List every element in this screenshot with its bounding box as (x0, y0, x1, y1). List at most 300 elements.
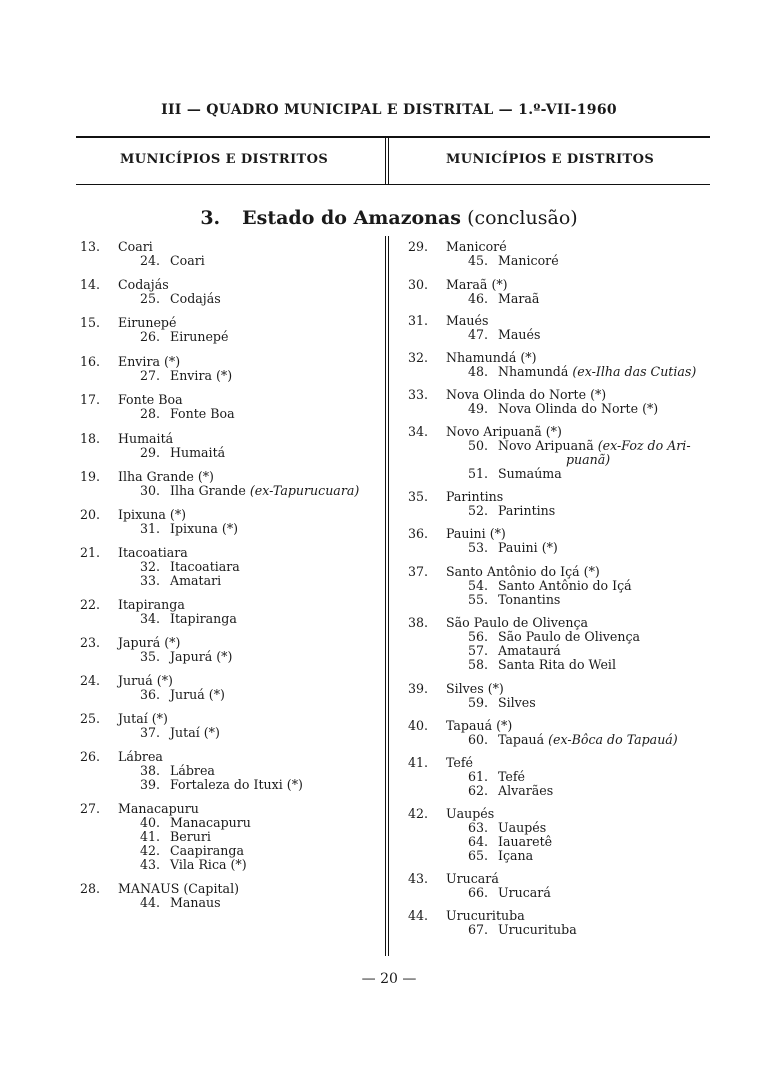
district-line (80, 254, 380, 268)
municipality-entry (80, 470, 380, 498)
municipality-name: Itapiranga (118, 597, 185, 612)
district-name-wrap (170, 446, 380, 460)
district-name: Tapauá (498, 732, 545, 747)
district-line (408, 328, 718, 342)
district-number-spacer (468, 453, 498, 467)
district-name-wrap (498, 835, 718, 849)
district-name-wrap (170, 330, 380, 344)
district-name: Eirunepé (170, 329, 229, 344)
municipality-line (80, 432, 380, 446)
municipality-entry (408, 872, 718, 900)
district-number: 27. (140, 368, 161, 383)
district-line (408, 849, 718, 863)
district-name-wrap (498, 328, 718, 342)
district-number: 67. (468, 922, 489, 937)
district-name: Jutaí (*) (170, 725, 220, 740)
municipality-entry (80, 508, 380, 536)
district-line (408, 593, 718, 607)
district-name-wrap (498, 658, 718, 672)
municipality-number: 15. (80, 315, 101, 330)
district-number: 36. (140, 687, 161, 702)
district-name-wrap (498, 254, 718, 268)
municipality-line (408, 719, 718, 733)
district-name: Silves (498, 695, 536, 710)
municipality-number: 14. (80, 277, 101, 292)
municipality-name: Nhamundá (*) (446, 350, 537, 365)
municipality-line (408, 351, 718, 365)
district-name-wrap (170, 816, 380, 830)
municipality-name: Humaitá (118, 431, 174, 446)
district-name: Pauini (*) (498, 540, 558, 555)
municipality-number: 41. (408, 755, 429, 770)
municipality-name: Ilha Grande (*) (118, 469, 214, 484)
district-number: 31. (140, 521, 161, 536)
district-name-wrap (498, 849, 718, 863)
district-name: Sumaúma (498, 466, 562, 481)
district-name-wrap (498, 402, 718, 416)
municipality-name: Nova Olinda do Norte (*) (446, 387, 607, 402)
district-name: Humaitá (170, 445, 226, 460)
district-name: Manaus (170, 895, 221, 910)
district-name: Caapiranga (170, 843, 244, 858)
municipality-number: 25. (80, 711, 101, 726)
district-number: 46. (468, 291, 489, 306)
district-name: Coari (170, 253, 205, 268)
municipality-line (408, 616, 718, 630)
district-name-wrap (498, 593, 718, 607)
district-name-wrap (170, 560, 380, 574)
municipality-entry (80, 393, 380, 421)
municipality-entry (80, 802, 380, 872)
district-name-wrap (498, 467, 718, 481)
municipality-entry (408, 527, 718, 555)
municipality-line (408, 872, 718, 886)
district-line (408, 579, 718, 593)
district-name-wrap (170, 254, 380, 268)
section-name: Estado do Amazonas (242, 207, 462, 229)
district-line (408, 541, 718, 555)
district-name: Tefé (498, 769, 525, 784)
column-divider (385, 138, 386, 184)
district-number: 49. (468, 401, 489, 416)
municipality-entry (408, 388, 718, 416)
district-line (408, 784, 718, 798)
municipality-number: 30. (408, 277, 429, 292)
district-number: 28. (140, 406, 161, 421)
district-number: 62. (468, 783, 489, 798)
district-line (408, 886, 718, 900)
district-name: Iauaretê (498, 834, 553, 849)
district-number: 25. (140, 291, 161, 306)
district-name-wrap (170, 778, 380, 792)
municipality-name: Silves (*) (446, 681, 504, 696)
district-line (80, 560, 380, 574)
municipality-line (80, 598, 380, 612)
district-line (408, 644, 718, 658)
district-name: Novo Aripuanã (498, 438, 594, 453)
district-line (408, 292, 718, 306)
municipality-line (80, 393, 380, 407)
municipality-number: 35. (408, 489, 429, 504)
municipality-number: 19. (80, 469, 101, 484)
municipality-entry (80, 750, 380, 792)
district-name-wrap (498, 630, 718, 644)
municipality-name: Envira (*) (118, 354, 181, 369)
district-name-wrap (170, 830, 380, 844)
district-number: 54. (468, 578, 489, 593)
district-number: 55. (468, 592, 489, 607)
municipality-number: 38. (408, 615, 429, 630)
district-number: 42. (140, 843, 161, 858)
page-number: — 20 — (361, 971, 417, 987)
municipality-entry (80, 240, 380, 268)
municipality-line (408, 807, 718, 821)
district-name-wrap (498, 541, 718, 555)
district-number: 35. (140, 649, 161, 664)
district-line (80, 764, 380, 778)
municipality-name: Eirunepé (118, 315, 177, 330)
municipality-name: Tapauá (*) (446, 718, 513, 733)
municipality-name: Itacoatiara (118, 545, 188, 560)
district-name-wrap (498, 821, 718, 835)
district-number: 64. (468, 834, 489, 849)
district-name: Manicoré (498, 253, 559, 268)
municipality-line (80, 470, 380, 484)
municipality-number: 44. (408, 908, 429, 923)
municipality-name: Urucurituba (446, 908, 525, 923)
municipality-number: 31. (408, 313, 429, 328)
municipality-number: 26. (80, 749, 101, 764)
district-name: Maraã (498, 291, 540, 306)
district-former-name: (ex-Foz do Ari- (597, 438, 691, 453)
municipality-line (408, 527, 718, 541)
column-divider (388, 138, 389, 184)
municipality-number: 20. (80, 507, 101, 522)
municipality-line (80, 712, 380, 726)
district-line (408, 402, 718, 416)
municipality-entry (80, 432, 380, 460)
municipality-name: Coari (118, 239, 153, 254)
district-line (80, 844, 380, 858)
district-number: 58. (468, 657, 489, 672)
municipality-line (80, 240, 380, 254)
district-number: 50. (468, 438, 489, 453)
municipality-line (408, 909, 718, 923)
district-number: 57. (468, 643, 489, 658)
district-name-wrap (170, 844, 380, 858)
municipality-entry (80, 636, 380, 664)
district-line (408, 658, 718, 672)
municipality-name: Tefé (446, 755, 473, 770)
municipality-line (80, 546, 380, 560)
district-name-wrap (498, 923, 718, 937)
district-line (80, 726, 380, 740)
district-number: 34. (140, 611, 161, 626)
district-name-wrap (498, 292, 718, 306)
district-name-wrap (498, 504, 718, 518)
municipality-number: 42. (408, 806, 429, 821)
header-rule (76, 136, 710, 138)
section-number: 3. (200, 207, 221, 229)
district-number: 56. (468, 629, 489, 644)
municipality-entry (80, 316, 380, 344)
municipality-entry (408, 756, 718, 798)
district-name-wrap (170, 764, 380, 778)
district-line (408, 439, 718, 453)
district-line (408, 923, 718, 937)
district-name: Lábrea (170, 763, 215, 778)
district-name: Itapiranga (170, 611, 237, 626)
municipality-entry (80, 355, 380, 383)
district-name-wrap (170, 612, 380, 626)
municipality-name: Maués (446, 313, 489, 328)
district-name: Japurá (*) (170, 649, 233, 664)
district-name-wrap (170, 726, 380, 740)
municipality-name: Pauini (*) (446, 526, 506, 541)
municipality-line (408, 425, 718, 439)
district-name-wrap (170, 292, 380, 306)
municipality-line (80, 636, 380, 650)
district-name: Içana (498, 848, 534, 863)
municipality-entry (80, 546, 380, 588)
district-line-continued (408, 453, 718, 467)
municipality-name: Lábrea (118, 749, 163, 764)
district-number: 39. (140, 777, 161, 792)
district-number: 37. (140, 725, 161, 740)
municipality-name: Novo Aripuanã (*) (446, 424, 562, 439)
municipality-line (408, 240, 718, 254)
district-name: Manacapuru (170, 815, 251, 830)
municipality-number: 17. (80, 392, 101, 407)
district-name: Itacoatiara (170, 559, 240, 574)
municipality-line (80, 316, 380, 330)
district-name: Ipixuna (*) (170, 521, 239, 536)
district-line (408, 365, 718, 379)
district-line (408, 733, 718, 747)
district-line (80, 650, 380, 664)
right-column (408, 240, 718, 937)
district-former-name: (ex-Bôca do Tapauá) (548, 732, 678, 747)
municipality-name: Uaupés (446, 806, 495, 821)
district-name: Nhamundá (498, 364, 569, 379)
district-name-wrap (498, 784, 718, 798)
municipality-line (408, 565, 718, 579)
district-number: 41. (140, 829, 161, 844)
municipality-number: 36. (408, 526, 429, 541)
district-name: Santa Rita do Weil (498, 657, 616, 672)
district-name: Santo Antônio do Içá (498, 578, 632, 593)
district-line (80, 330, 380, 344)
district-name-wrap (498, 696, 718, 710)
municipality-number: 27. (80, 801, 101, 816)
district-line (80, 292, 380, 306)
municipality-entry (408, 351, 718, 379)
district-number: 48. (468, 364, 489, 379)
municipality-entry (408, 565, 718, 607)
district-name-wrap (170, 484, 380, 498)
district-line (80, 369, 380, 383)
district-name-wrap (170, 522, 380, 536)
municipality-name: Urucará (446, 871, 499, 886)
municipality-entry (80, 278, 380, 306)
municipality-entry (80, 674, 380, 702)
municipality-line (80, 750, 380, 764)
municipality-number: 32. (408, 350, 429, 365)
district-name: Amatari (170, 573, 222, 588)
municipality-name: Japurá (*) (118, 635, 181, 650)
district-name-wrap (170, 896, 380, 910)
district-name-wrap (498, 770, 718, 784)
municipality-entry (408, 682, 718, 710)
district-line (80, 407, 380, 421)
district-number: 61. (468, 769, 489, 784)
municipality-name: Fonte Boa (118, 392, 183, 407)
municipality-line (80, 508, 380, 522)
district-line (80, 816, 380, 830)
municipality-line (408, 756, 718, 770)
municipality-entry (408, 314, 718, 342)
municipality-number: 24. (80, 673, 101, 688)
municipality-entry (80, 712, 380, 740)
municipality-number: 18. (80, 431, 101, 446)
district-line (80, 858, 380, 872)
district-name-wrap (170, 858, 380, 872)
district-line (408, 696, 718, 710)
district-name-wrap (498, 365, 718, 379)
district-name: Amataurá (498, 643, 561, 658)
section-title (0, 207, 778, 229)
district-number: 32. (140, 559, 161, 574)
district-line (408, 835, 718, 849)
municipality-entry (408, 719, 718, 747)
district-number: 60. (468, 732, 489, 747)
municipality-name: Manicoré (446, 239, 507, 254)
heading-rule (76, 184, 710, 185)
municipality-number: 28. (80, 881, 101, 896)
district-line (80, 446, 380, 460)
district-name-wrap (498, 644, 718, 658)
left-column-heading: MUNICÍPIOS E DISTRITOS (120, 152, 329, 167)
municipality-number: 22. (80, 597, 101, 612)
municipality-number: 33. (408, 387, 429, 402)
district-number: 51. (468, 466, 489, 481)
municipality-number: 40. (408, 718, 429, 733)
district-name-wrap (170, 650, 380, 664)
district-name-wrap (170, 688, 380, 702)
district-number: 24. (140, 253, 161, 268)
district-number: 59. (468, 695, 489, 710)
municipality-entry (408, 616, 718, 672)
district-name: Nova Olinda do Norte (*) (498, 401, 659, 416)
municipality-name: Santo Antônio do Içá (*) (446, 564, 600, 579)
left-column (80, 240, 380, 910)
district-name: Codajás (170, 291, 221, 306)
municipality-entry (408, 278, 718, 306)
district-number: 44. (140, 895, 161, 910)
district-number: 30. (140, 483, 161, 498)
district-name: Uaupés (498, 820, 547, 835)
municipality-line (408, 682, 718, 696)
district-line (80, 778, 380, 792)
municipality-entry (80, 598, 380, 626)
municipality-number: 29. (408, 239, 429, 254)
municipality-entry (408, 425, 718, 481)
district-name: Urucurituba (498, 922, 577, 937)
district-name: Juruá (*) (170, 687, 225, 702)
district-number: 65. (468, 848, 489, 863)
municipality-line (80, 674, 380, 688)
district-line (80, 484, 380, 498)
district-name: Fonte Boa (170, 406, 235, 421)
district-former-name-continued: puanã) (566, 452, 611, 467)
municipality-name: MANAUS (Capital) (118, 881, 240, 896)
district-line (80, 522, 380, 536)
district-line (408, 504, 718, 518)
district-line (80, 830, 380, 844)
district-number: 29. (140, 445, 161, 460)
district-line (408, 630, 718, 644)
district-line (408, 467, 718, 481)
district-line (80, 896, 380, 910)
district-name: Maués (498, 327, 541, 342)
municipality-number: 13. (80, 239, 101, 254)
municipality-name: Codajás (118, 277, 169, 292)
district-number: 45. (468, 253, 489, 268)
district-line (408, 254, 718, 268)
district-number: 43. (140, 857, 161, 872)
municipality-line (80, 278, 380, 292)
district-name: Ilha Grande (170, 483, 246, 498)
district-line (408, 770, 718, 784)
district-name: Beruri (170, 829, 211, 844)
district-line (80, 574, 380, 588)
page-header: III — QUADRO MUNICIPAL E DISTRITAL — 1.º-VII-1960 (161, 102, 617, 118)
district-line (80, 612, 380, 626)
municipality-number: 16. (80, 354, 101, 369)
district-name-wrap (170, 574, 380, 588)
municipality-name: São Paulo de Olivença (446, 615, 588, 630)
district-name: Alvarães (498, 783, 554, 798)
municipality-name: Maraã (*) (446, 277, 508, 292)
section-suffix: (conclusão) (467, 207, 578, 229)
municipality-name: Jutaí (*) (118, 711, 168, 726)
municipality-line (80, 802, 380, 816)
district-line (408, 821, 718, 835)
municipality-entry (408, 807, 718, 863)
district-number: 38. (140, 763, 161, 778)
municipality-line (408, 490, 718, 504)
municipality-number: 39. (408, 681, 429, 696)
district-name: Tonantins (498, 592, 561, 607)
municipality-line (408, 388, 718, 402)
district-name-wrap (498, 886, 718, 900)
municipality-entry (80, 882, 380, 910)
district-name: São Paulo de Olivença (498, 629, 640, 644)
district-name-wrap (170, 407, 380, 421)
municipality-name: Juruá (*) (118, 673, 173, 688)
district-name: Vila Rica (*) (170, 857, 247, 872)
district-number: 53. (468, 540, 489, 555)
municipality-entry (408, 490, 718, 518)
district-number: 47. (468, 327, 489, 342)
district-number: 63. (468, 820, 489, 835)
district-number: 26. (140, 329, 161, 344)
district-line (80, 688, 380, 702)
municipality-number: 34. (408, 424, 429, 439)
column-divider (385, 236, 386, 956)
district-former-name: (ex-Tapurucuara) (249, 483, 360, 498)
district-name: Fortaleza do Ituxi (*) (170, 777, 303, 792)
